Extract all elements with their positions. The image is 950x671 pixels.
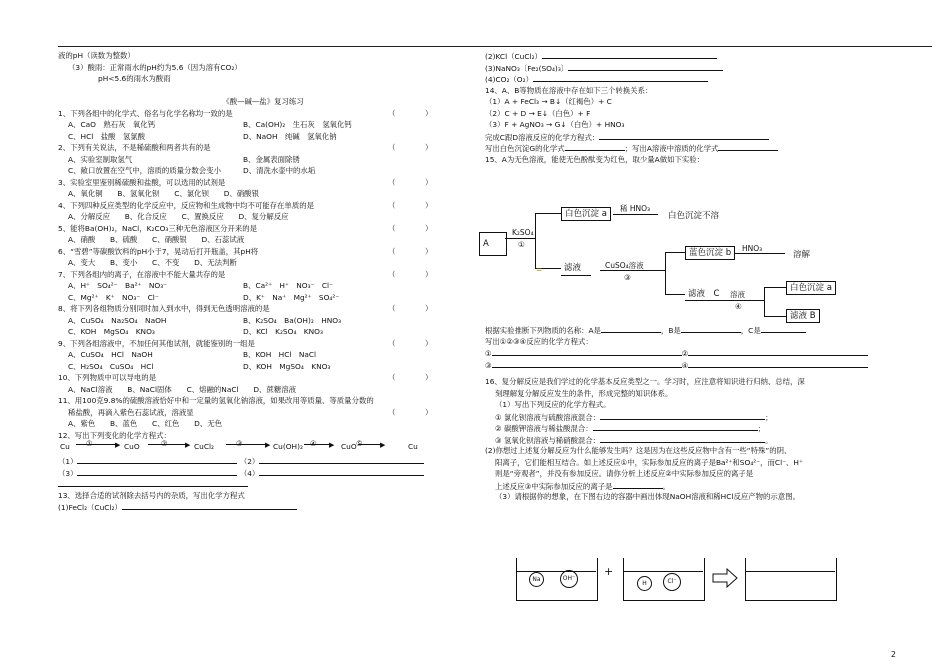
white-ppt-a-2: 白色沉淀 a (786, 281, 836, 295)
question-2: 2、下列有关说法，不是稀硫酸和两者共有的是 （ ） (58, 143, 433, 152)
answer-row: （1） （2） (58, 455, 468, 467)
question-14: 14、A、B等物质在溶液中存在如下三个转换关系： (485, 85, 653, 95)
question-3: 3、实验室里鉴别稀硫酸和盐酸，可以选用的试剂是 （ ） (58, 177, 433, 187)
section-title: 《酸—碱—盐》复习练习 (222, 97, 304, 106)
text-line: （3）酸雨：正常雨水的pH约为5.6（因为溶有CO₂） (68, 62, 242, 72)
question-16-1-c: ③ 氢氧化钡溶液与稀硝酸混合： 。 (495, 435, 773, 445)
options-row: A、分解反应 B、化合反应 C、置换反应 D、复分解反应 (68, 212, 289, 221)
reaction-2: （2）C + D → E↓（白色）+ F (485, 108, 591, 118)
spacer (58, 85, 468, 97)
cuso4-label: CuSO₄溶液 (605, 261, 644, 270)
options-row: C、H₂SO₄ CuSO₄ HCl D、KOH MgSO₄ KNO₃ (68, 361, 331, 371)
question-13-3: (3)NaNO₃〔Fe₂(SO₄)₃〕 (485, 62, 935, 74)
question-5: 5、能将Ba(OH)₂，NaCl，K₂CO₃三种无色溶液区分开来的是 （ ） (58, 223, 433, 233)
result-dissolve: 溶解 (793, 250, 811, 260)
answer-row: ① ② (485, 347, 935, 359)
answer-row (58, 478, 468, 490)
question-15: 15、A为无色溶液，能使无色酚酞变为红色，取少量A做如下实验： (485, 154, 705, 164)
right-column-lower (485, 324, 935, 503)
question-12: 12、写出下列变化的化学方程式： (58, 430, 171, 440)
white-ppt-a: 白色沉淀 a (561, 207, 611, 221)
ion-oh: OH⁻ (560, 570, 578, 588)
filtrate: 滤液 (561, 262, 584, 274)
reagent-k2so4: K₂SO₄ (512, 228, 534, 237)
step-4: ④ (735, 302, 742, 311)
header-rule (58, 46, 932, 47)
step-1: ① (518, 240, 525, 249)
mark: = (536, 265, 543, 274)
options-row: A、NaCl溶液 B、NaCl固体 C、熔融的NaCl D、蔗糖溶液 (68, 384, 296, 394)
question-9: 9、下列各组溶液中，不加任何其他试剂，就能鉴别的一组是 （ ） (58, 338, 433, 348)
options-row: A、硝酸 B、硫酸 C、硝酸银 D、石蕊试液 (68, 235, 245, 244)
question-13: 13、选择合适的试剂除去括号内的杂质，写出化学方程式 (58, 490, 245, 500)
question-1: 1、下列各组中的化学式、俗名与化学名称均一致的是 （ ） (58, 108, 433, 118)
filtrate-b: 滤液 B (786, 309, 820, 323)
question-13-4: (4)CO₂（O₂） (485, 73, 935, 85)
options-row: C、HCl 盐酸 氢氯酸 D、NaOH 纯碱 氢氧化钠 (68, 131, 337, 141)
question-11: 11、用100克9.8%的硫酸溶液恰好中和一定量的氢氧化钠溶液，如果改用等质量、等质量分数的 (58, 396, 374, 405)
options-row: A、CaO 熟石灰 氧化钙 B、Ca(OH)₂ 生石灰 氢氧化钙 (68, 120, 352, 129)
question-16-1-b: ② 碳酸钾溶液与稀盐酸混合： ； (495, 424, 766, 433)
question-14-b: 写出白色沉淀G的化学式 ；写出A溶液中溶质的化学式 (485, 142, 935, 154)
question-16-2-cont3: 上述反应③中实际参加反应的离子是 。 (495, 481, 670, 491)
question-13-1: (1)FeCl₂（CuCl₂） (58, 501, 468, 513)
question-16-2-cont2: 则是“旁观者”，并没有参加反应。请你分析上述反应②中实际参加反应的离子是 (495, 469, 754, 478)
question-16: 16、复分解反应是我们学过的化学基本反应类型之一。学习时，应注意将知识进行归纳、总结，深 (485, 377, 805, 386)
question-16-1: （1）写出下列反应的化学方程式。 (495, 400, 611, 409)
question-16-2: (2)你想过上述复分解反应为什么能够发生吗？这是因为在这些反应物中含有一些“特殊”的阴、 (485, 446, 792, 455)
reaction-1: （1）A + FeCl₃ → B↓（红褐色）+ C (485, 97, 612, 106)
options-row: C、Mg²⁺ K⁺ NO₃⁻ Cl⁻ D、K⁺ Na⁺ Mg²⁺ SO₄²⁻ (68, 292, 340, 302)
blue-ppt-b: 蓝色沉淀 b (685, 246, 735, 260)
question-16-1-a: ① 氯化钡溶液与硫酸溶液混合： ； (495, 412, 773, 422)
step-3: ③ (624, 273, 631, 282)
text-line: 液的pH（读数为整数） (58, 51, 135, 60)
question-13-2: (2)KCl（CuCl₂） (485, 50, 935, 62)
options-row: A、CuSO₄ Na₂SO₄ NaOH B、K₂SO₄ Ba(OH)₂ HNO₃ (68, 315, 342, 325)
plus-sign: + (604, 565, 614, 578)
beaker-right (745, 558, 837, 601)
text-line: pH<5.6的雨水为酸雨 (98, 74, 171, 83)
question-8: 8、将下列各组物质分别同时加入到水中，得到无色透明溶液的是 （ ） (58, 304, 433, 313)
left-column (58, 50, 468, 513)
question-7: 7、下列各组内的离子，在溶液中不能大量共存的是 （ ） (58, 269, 433, 279)
question-15-names: 根据实验推断下列物质的名称：A是 ，B是 ，C是 (485, 324, 935, 336)
question-16-2-cont: 阳离子，它们能相互结合。如上述反应①中，实际参加反应的离子是Ba²⁺和SO₄²⁻，而Cl⁻、H⁺ (495, 457, 803, 467)
options-row: A、CuSO₄ HCl NaOH B、KOH HCl NaCl (68, 350, 317, 359)
question-10: 10、下列物质中可以导电的是 （ ） (58, 373, 433, 382)
question-16-cont: 刻理解复分解反应发生的条件，形成完整的知识体系。 (495, 388, 673, 398)
options-row: C、敞口放置在空气中，溶质的质量分数会变小 D、清洗水壶中的水垢 (68, 166, 316, 175)
page-number: 2 (890, 650, 896, 659)
answer-row: （3） （4） (58, 467, 468, 479)
options-row: A、H⁺ SO₄²⁻ Ba²⁺ NO₃⁻ B、Ca²⁺ H⁺ NO₃⁻ Cl⁻ (68, 281, 333, 290)
options-row: A、实验室制取氢气 B、金属表面除锈 (68, 154, 300, 164)
result-not-dissolve: 白色沉淀不溶 (668, 211, 720, 221)
reaction-chain: Cu ① ▶ CuO ② ▶ CuCl₂ ③ ▶ Cu(OH)₂ ④ ▶ CuO ⑤ ▶ Cu (60, 439, 418, 451)
options-row: A、变大 B、变小 C、不变 D、无法判断 (68, 258, 237, 267)
ion-cl: Cl⁻ (663, 573, 681, 591)
answer-row: ③ ④ (485, 359, 935, 371)
box-a: A (479, 232, 507, 256)
options-row: C、KOH MgSO₄ KNO₃ D、KCl K₂SO₄ KNO₃ (68, 327, 323, 336)
question-11-cont: 稀盐酸，再滴入紫色石蕊试液，溶液显 （ ） (68, 407, 433, 417)
reaction-3: （3）F + AgNO₃ → G↓（白色）+ HNO₃ (485, 120, 625, 129)
question-4: 4、下列四种反应类型的化学反应中，反应物和生成物中均不可能存在单质的是 （ ） (58, 200, 433, 210)
question-15-eq: 写出①②③④反应的化学方程式： (485, 336, 593, 346)
options-row: A、紫色 B、蓝色 C、红色 D、无色 (68, 419, 223, 428)
arrow-icon (712, 568, 738, 588)
options-row: A、氧化铜 B、氢氧化钡 C、氯化钡 D、硝酸银 (68, 189, 259, 198)
right-column (485, 50, 935, 165)
ion-na: Na (529, 572, 544, 587)
solution-label: 溶液 (730, 290, 745, 299)
hno3-label-2: HNO₃ (742, 244, 763, 253)
hno3-label: 稀 HNO₃ (620, 204, 651, 213)
ion-h: H (637, 576, 652, 591)
question-14-a: 完成C跟D溶液反应的化学方程式： (485, 131, 935, 143)
question-6: 6、“雪碧”等碳酸饮料的pH小于7，晃动后打开瓶盖，其pH将 （ ） (58, 246, 433, 256)
question-16-3: （3）请根据你的想象，在下图右边的容器中画出体现NaOH溶液和稀HCl反应产物的示意图。 (495, 492, 800, 501)
filtrate-c: 滤液 C (685, 288, 722, 301)
